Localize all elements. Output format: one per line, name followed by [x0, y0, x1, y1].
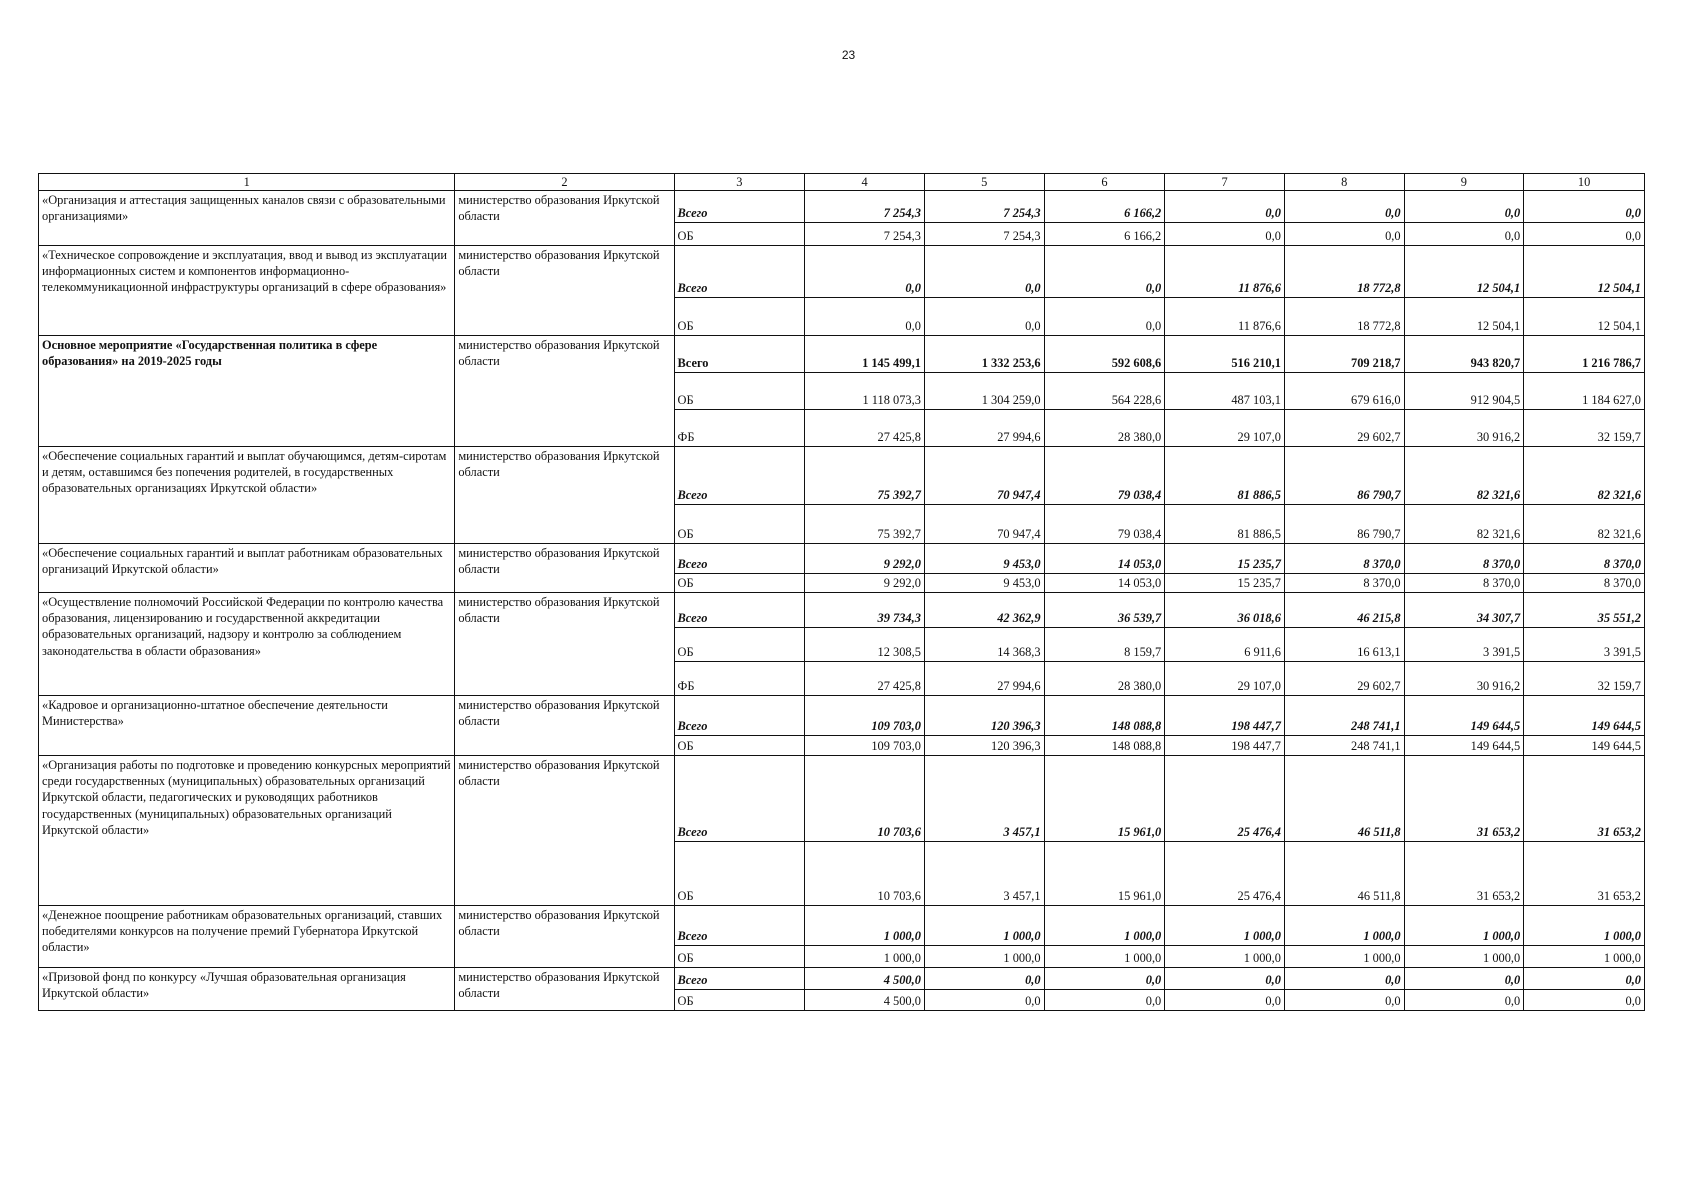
funding-value: 8 370,0	[1284, 574, 1404, 593]
responsible-executor: министерство образования Иркутской области	[455, 968, 674, 1011]
table-row	[39, 336, 1645, 373]
funding-source: Всего	[674, 447, 805, 505]
funding-value: 11 876,6	[1165, 298, 1285, 336]
funding-value: 148 088,8	[1044, 736, 1165, 756]
funding-value: 0,0	[1404, 990, 1524, 1011]
funding-value: 14 053,0	[1044, 544, 1165, 574]
funding-value: 7 254,3	[805, 191, 925, 223]
funding-value: 46 215,8	[1284, 593, 1404, 628]
funding-value: 1 000,0	[1165, 946, 1285, 968]
funding-value: 0,0	[1404, 191, 1524, 223]
funding-value: 36 539,7	[1044, 593, 1165, 628]
funding-value: 14 368,3	[924, 628, 1044, 662]
funding-value: 27 425,8	[805, 410, 925, 447]
funding-value: 0,0	[1284, 191, 1404, 223]
funding-value: 29 602,7	[1284, 662, 1404, 696]
funding-source: ФБ	[674, 410, 805, 447]
responsible-executor: министерство образования Иркутской области	[455, 336, 674, 447]
funding-value: 8 370,0	[1404, 544, 1524, 574]
table-row	[39, 593, 1645, 628]
column-number: 3	[674, 174, 805, 191]
activity-description: «Организация работы по подготовке и проведению конкурсных мероприятий среди государственных (муниципальных) образовательных организаций Иркутской области, педагогических и руководящих работников государственных (муниципальных) образовательных организаций Иркутской области»	[39, 756, 455, 906]
table-row	[39, 246, 1645, 298]
column-number: 4	[805, 174, 925, 191]
funding-value: 29 602,7	[1284, 410, 1404, 447]
activity-description: «Обеспечение социальных гарантий и выплат обучающимся, детям-сиротам и детям, оставшимся без попечения родителей, в государственных образовательных организациях Иркутской области»	[39, 447, 455, 544]
funding-value: 198 447,7	[1165, 736, 1285, 756]
funding-value: 75 392,7	[805, 447, 925, 505]
funding-value: 86 790,7	[1284, 447, 1404, 505]
funding-value: 0,0	[1044, 990, 1165, 1011]
funding-value: 9 292,0	[805, 574, 925, 593]
activity-description: «Организация и аттестация защищенных каналов связи с образовательными организациями»	[39, 191, 455, 246]
funding-value: 28 380,0	[1044, 410, 1165, 447]
funding-value: 1 000,0	[924, 906, 1044, 946]
funding-source: Всего	[674, 544, 805, 574]
funding-value: 8 370,0	[1524, 574, 1645, 593]
funding-value: 12 308,5	[805, 628, 925, 662]
funding-value: 3 391,5	[1404, 628, 1524, 662]
funding-value: 31 653,2	[1404, 842, 1524, 906]
funding-value: 12 504,1	[1524, 246, 1645, 298]
funding-value: 34 307,7	[1404, 593, 1524, 628]
funding-value: 32 159,7	[1524, 410, 1645, 447]
funding-value: 1 304 259,0	[924, 373, 1044, 410]
funding-value: 0,0	[1404, 223, 1524, 246]
table-body	[39, 174, 1645, 1011]
funding-value: 15 961,0	[1044, 842, 1165, 906]
funding-value: 0,0	[1044, 298, 1165, 336]
responsible-executor: министерство образования Иркутской области	[455, 544, 674, 593]
funding-value: 1 184 627,0	[1524, 373, 1645, 410]
funding-source: Всего	[674, 968, 805, 990]
funding-value: 29 107,0	[1165, 662, 1285, 696]
funding-source: ОБ	[674, 505, 805, 544]
funding-value: 70 947,4	[924, 447, 1044, 505]
funding-value: 18 772,8	[1284, 246, 1404, 298]
funding-value: 6 911,6	[1165, 628, 1285, 662]
funding-value: 6 166,2	[1044, 191, 1165, 223]
funding-value: 564 228,6	[1044, 373, 1165, 410]
funding-value: 0,0	[924, 298, 1044, 336]
funding-value: 1 000,0	[1044, 906, 1165, 946]
funding-value: 679 616,0	[1284, 373, 1404, 410]
funding-source: ФБ	[674, 662, 805, 696]
funding-value: 709 218,7	[1284, 336, 1404, 373]
funding-value: 3 457,1	[924, 842, 1044, 906]
activity-description: «Кадровое и организационно-штатное обеспечение деятельности Министерства»	[39, 696, 455, 756]
funding-value: 912 904,5	[1404, 373, 1524, 410]
funding-value: 25 476,4	[1165, 756, 1285, 842]
responsible-executor: министерство образования Иркутской области	[455, 756, 674, 906]
column-number: 1	[39, 174, 455, 191]
funding-source: Всего	[674, 246, 805, 298]
funding-value: 487 103,1	[1165, 373, 1285, 410]
funding-value: 8 159,7	[1044, 628, 1165, 662]
funding-source: ОБ	[674, 946, 805, 968]
funding-value: 82 321,6	[1524, 447, 1645, 505]
funding-value: 12 504,1	[1524, 298, 1645, 336]
funding-value: 81 886,5	[1165, 447, 1285, 505]
funding-value: 14 053,0	[1044, 574, 1165, 593]
responsible-executor: министерство образования Иркутской области	[455, 593, 674, 696]
funding-source: Всего	[674, 191, 805, 223]
activity-description: «Осуществление полномочий Российской Федерации по контролю качества образования, лицензированию и государственной аккредитации образовательных организаций, надзору и контролю за соблюдением законодательства в области образования»	[39, 593, 455, 696]
funding-value: 0,0	[1284, 990, 1404, 1011]
funding-value: 1 000,0	[805, 906, 925, 946]
funding-value: 82 321,6	[1524, 505, 1645, 544]
funding-value: 3 391,5	[1524, 628, 1645, 662]
funding-value: 0,0	[1165, 191, 1285, 223]
funding-value: 943 820,7	[1404, 336, 1524, 373]
funding-value: 248 741,1	[1284, 696, 1404, 736]
funding-value: 10 703,6	[805, 756, 925, 842]
funding-value: 12 504,1	[1404, 246, 1524, 298]
funding-value: 42 362,9	[924, 593, 1044, 628]
funding-value: 16 613,1	[1284, 628, 1404, 662]
funding-value: 1 000,0	[1284, 946, 1404, 968]
column-number: 2	[455, 174, 674, 191]
funding-value: 29 107,0	[1165, 410, 1285, 447]
table-row	[39, 696, 1645, 736]
funding-value: 4 500,0	[805, 990, 925, 1011]
funding-value: 79 038,4	[1044, 447, 1165, 505]
funding-value: 82 321,6	[1404, 505, 1524, 544]
funding-value: 120 396,3	[924, 696, 1044, 736]
funding-value: 12 504,1	[1404, 298, 1524, 336]
funding-source: ОБ	[674, 628, 805, 662]
funding-value: 15 961,0	[1044, 756, 1165, 842]
funding-value: 11 876,6	[1165, 246, 1285, 298]
funding-value: 27 994,6	[924, 662, 1044, 696]
funding-value: 0,0	[1044, 246, 1165, 298]
funding-value: 27 994,6	[924, 410, 1044, 447]
funding-value: 1 216 786,7	[1524, 336, 1645, 373]
funding-value: 36 018,6	[1165, 593, 1285, 628]
funding-value: 0,0	[1044, 968, 1165, 990]
funding-value: 1 000,0	[1524, 946, 1645, 968]
responsible-executor: министерство образования Иркутской области	[455, 447, 674, 544]
column-number: 7	[1165, 174, 1285, 191]
funding-value: 46 511,8	[1284, 756, 1404, 842]
funding-value: 516 210,1	[1165, 336, 1285, 373]
funding-value: 149 644,5	[1524, 696, 1645, 736]
column-number: 9	[1404, 174, 1524, 191]
funding-value: 25 476,4	[1165, 842, 1285, 906]
funding-source: Всего	[674, 336, 805, 373]
funding-source: ОБ	[674, 842, 805, 906]
funding-value: 0,0	[1524, 191, 1645, 223]
funding-value: 7 254,3	[924, 191, 1044, 223]
funding-value: 149 644,5	[1524, 736, 1645, 756]
activity-description: «Призовой фонд по конкурсу «Лучшая образовательная организация Иркутской области»	[39, 968, 455, 1011]
funding-value: 79 038,4	[1044, 505, 1165, 544]
funding-value: 4 500,0	[805, 968, 925, 990]
funding-value: 1 000,0	[924, 946, 1044, 968]
page-number: 23	[841, 48, 856, 62]
funding-value: 81 886,5	[1165, 505, 1285, 544]
funding-value: 15 235,7	[1165, 574, 1285, 593]
funding-value: 31 653,2	[1524, 756, 1645, 842]
funding-value: 28 380,0	[1044, 662, 1165, 696]
funding-source: ОБ	[674, 373, 805, 410]
table-row	[39, 447, 1645, 505]
responsible-executor: министерство образования Иркутской области	[455, 191, 674, 246]
funding-value: 10 703,6	[805, 842, 925, 906]
funding-value: 8 370,0	[1524, 544, 1645, 574]
funding-source: Всего	[674, 756, 805, 842]
funding-source: ОБ	[674, 298, 805, 336]
budget-table	[38, 173, 1645, 1011]
funding-source: ОБ	[674, 574, 805, 593]
column-number-row	[39, 174, 1645, 191]
funding-value: 8 370,0	[1404, 574, 1524, 593]
activity-description: «Денежное поощрение работникам образовательных организаций, ставших победителями конкурсов на получение премий Губернатора Иркутской области»	[39, 906, 455, 968]
funding-value: 30 916,2	[1404, 410, 1524, 447]
funding-value: 198 447,7	[1165, 696, 1285, 736]
responsible-executor: министерство образования Иркутской области	[455, 246, 674, 336]
funding-value: 0,0	[924, 246, 1044, 298]
funding-value: 120 396,3	[924, 736, 1044, 756]
activity-description: «Обеспечение социальных гарантий и выплат работникам образовательных организаций Иркутской области»	[39, 544, 455, 593]
funding-value: 1 000,0	[1404, 906, 1524, 946]
funding-value: 149 644,5	[1404, 696, 1524, 736]
funding-value: 0,0	[1524, 990, 1645, 1011]
funding-value: 70 947,4	[924, 505, 1044, 544]
funding-value: 8 370,0	[1284, 544, 1404, 574]
funding-value: 149 644,5	[1404, 736, 1524, 756]
column-number: 8	[1284, 174, 1404, 191]
funding-value: 1 000,0	[1404, 946, 1524, 968]
funding-value: 31 653,2	[1404, 756, 1524, 842]
funding-value: 9 453,0	[924, 544, 1044, 574]
funding-value: 46 511,8	[1284, 842, 1404, 906]
funding-value: 248 741,1	[1284, 736, 1404, 756]
funding-value: 1 000,0	[1165, 906, 1285, 946]
funding-value: 0,0	[1524, 968, 1645, 990]
funding-value: 18 772,8	[1284, 298, 1404, 336]
funding-value: 1 118 073,3	[805, 373, 925, 410]
funding-value: 0,0	[1165, 223, 1285, 246]
funding-value: 1 000,0	[805, 946, 925, 968]
funding-value: 0,0	[1524, 223, 1645, 246]
responsible-executor: министерство образования Иркутской области	[455, 906, 674, 968]
funding-source: Всего	[674, 593, 805, 628]
funding-value: 6 166,2	[1044, 223, 1165, 246]
funding-value: 0,0	[805, 246, 925, 298]
funding-value: 0,0	[1165, 990, 1285, 1011]
funding-value: 1 000,0	[1284, 906, 1404, 946]
funding-value: 1 332 253,6	[924, 336, 1044, 373]
funding-value: 9 292,0	[805, 544, 925, 574]
table-row	[39, 756, 1645, 842]
funding-value: 0,0	[1165, 968, 1285, 990]
funding-source: ОБ	[674, 990, 805, 1011]
column-number: 10	[1524, 174, 1645, 191]
funding-value: 75 392,7	[805, 505, 925, 544]
activity-description: «Техническое сопровождение и эксплуатация, ввод и вывод из эксплуатации информационных систем и компонентов информационно-телекоммуникационной инфраструктуры организаций в сфере образования»	[39, 246, 455, 336]
funding-value: 39 734,3	[805, 593, 925, 628]
funding-value: 0,0	[1284, 968, 1404, 990]
table-row	[39, 906, 1645, 946]
funding-value: 0,0	[924, 968, 1044, 990]
column-number: 5	[924, 174, 1044, 191]
funding-value: 7 254,3	[924, 223, 1044, 246]
funding-value: 0,0	[924, 990, 1044, 1011]
funding-value: 3 457,1	[924, 756, 1044, 842]
funding-value: 82 321,6	[1404, 447, 1524, 505]
funding-value: 31 653,2	[1524, 842, 1645, 906]
funding-value: 148 088,8	[1044, 696, 1165, 736]
funding-value: 109 703,0	[805, 736, 925, 756]
table-row	[39, 544, 1645, 574]
funding-value: 0,0	[1404, 968, 1524, 990]
funding-value: 0,0	[805, 298, 925, 336]
activity-description: Основное мероприятие «Государственная политика в сфере образования» на 2019-2025 годы	[39, 336, 455, 447]
column-number: 6	[1044, 174, 1165, 191]
funding-value: 7 254,3	[805, 223, 925, 246]
funding-value: 35 551,2	[1524, 593, 1645, 628]
funding-value: 15 235,7	[1165, 544, 1285, 574]
funding-value: 27 425,8	[805, 662, 925, 696]
table-row	[39, 191, 1645, 223]
funding-source: Всего	[674, 696, 805, 736]
funding-value: 109 703,0	[805, 696, 925, 736]
funding-value: 592 608,6	[1044, 336, 1165, 373]
funding-value: 86 790,7	[1284, 505, 1404, 544]
funding-source: ОБ	[674, 223, 805, 246]
funding-value: 1 145 499,1	[805, 336, 925, 373]
funding-value: 9 453,0	[924, 574, 1044, 593]
funding-source: ОБ	[674, 736, 805, 756]
funding-value: 32 159,7	[1524, 662, 1645, 696]
funding-value: 1 000,0	[1044, 946, 1165, 968]
table-row	[39, 968, 1645, 990]
funding-source: Всего	[674, 906, 805, 946]
funding-value: 1 000,0	[1524, 906, 1645, 946]
funding-value: 0,0	[1284, 223, 1404, 246]
responsible-executor: министерство образования Иркутской области	[455, 696, 674, 756]
funding-value: 30 916,2	[1404, 662, 1524, 696]
